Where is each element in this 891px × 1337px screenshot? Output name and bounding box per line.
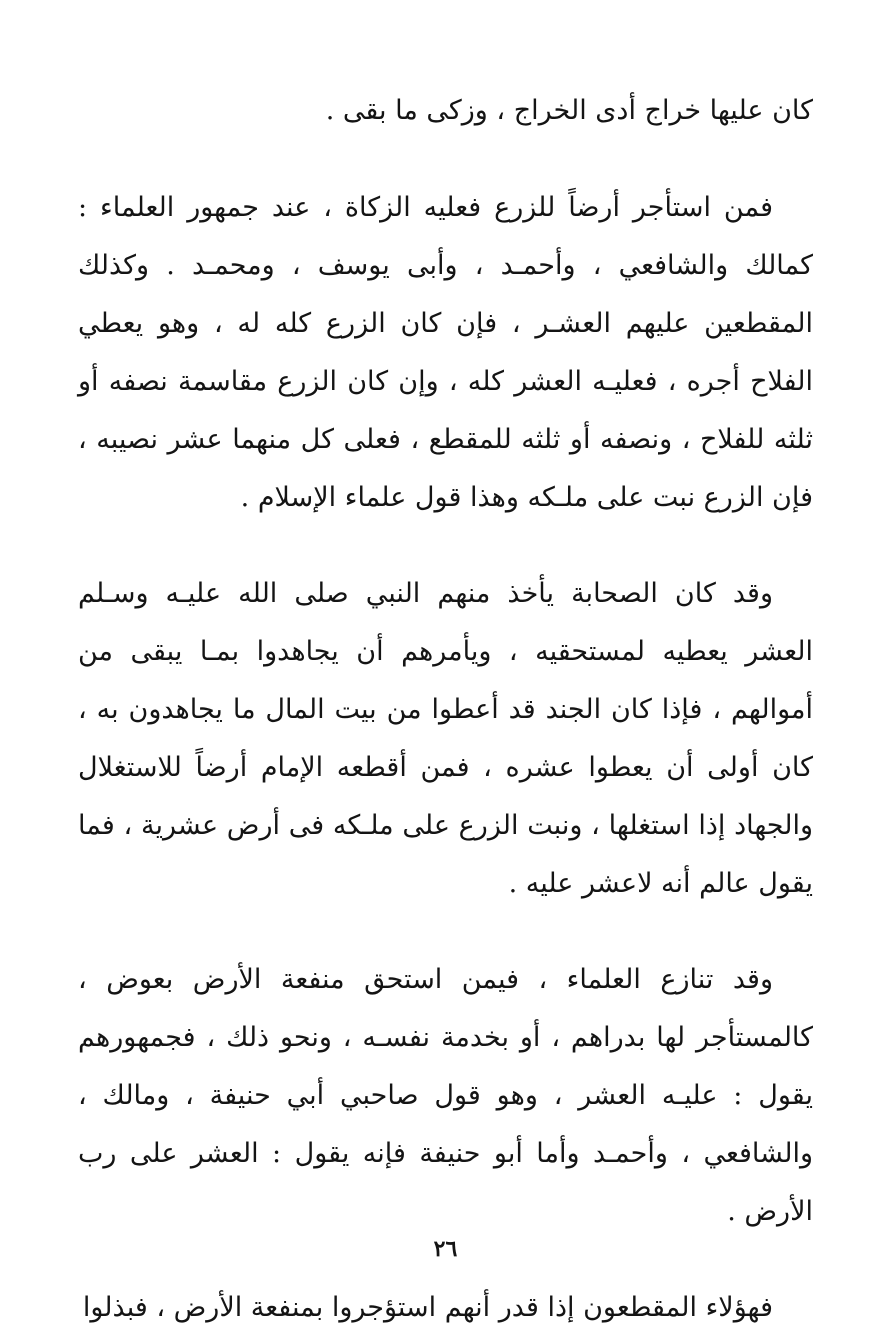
paragraph-companions: وقد كان الصحابة يأخذ منهم النبي صلى الله عليـه وسـلم العشر يعطيه لمستحقيه ، ويأمرهم أن يجاهدوا بمـا يبقى من أموالهم ، فإذا كان الجند قد أعطوا من بيت المال ما يجاهدون به ، كان أولى أن يعطوا عشره ، فمن أقطعه الإمام أرضاً للاستغلال والجهاد إذا استغلها ، ونبت الزرع على ملـكه فى أرض عشرية ، فما يقول عالم أنه لاعشر عليه . xyxy=(78,578,813,899)
paragraph-zakat-renter: فمن استأجر أرضاً للزرع فعليه الزكاة ، عند جمهور العلماء : كمالك والشافعي ، وأحمـد ، وأبى يوسف ، ومحمـد . وكذلك المقطعين عليهم العشـر ، فإن كان الزرع كله له ، وهو يعطي الفلاح أجره ، فعليـه العشر كله ، وإن كان الزرع مقاسمة نصفه أو ثلثه للفلاح ، ونصفه أو ثلثه للمقطع ، فعلى كل منهما عشر نصيبه ، فإن الزرع نبت على ملـكه وهذا قول علماء الإسلام . xyxy=(78,192,813,513)
paragraph-scholars-dispute: وقد تنازع العلماء ، فيمن استحق منفعة الأرض بعوض ، كالمستأجر لها بدراهم ، أو بخدمة نفسـه ، ونحو ذلك ، فجمهورهم يقول : عليـه العشر ، وهو قول صاحبي أبي حنيفة ، ومالك ، والشافعي ، وأحمـد وأما أبو حنيفة فإنه يقول : العشر على رب الأرض . xyxy=(78,964,813,1227)
body-text xyxy=(78,82,813,1337)
paragraph-continuation: كان عليها خراج أدى الخراج ، وزكى ما بقى . xyxy=(325,95,813,126)
paragraph-muqtaun: فهؤلاء المقطعون إذا قدر أنهم استؤجروا بمنفعة الأرض ، فبذلوا xyxy=(82,1292,773,1323)
page-number: ٢٦ xyxy=(433,1236,458,1262)
